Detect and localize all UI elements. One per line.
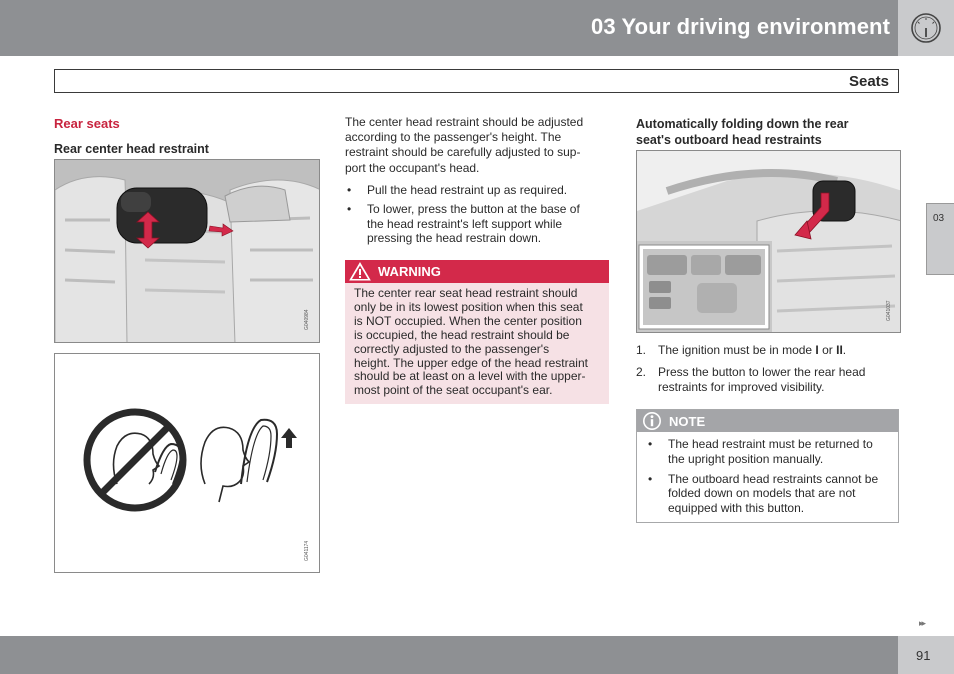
- warning-header: [345, 260, 609, 283]
- intro-line: according to the passenger's height. The: [345, 130, 562, 145]
- chapter-side-tab-label: 03: [933, 213, 945, 224]
- folding-head-restraint-illustration: [637, 151, 901, 333]
- warning-text: The center rear seat head restraint should only be in its lowest position when this seat is NOT occupied. When the center position is occupied, the head restraint should be correctly adjusted to the passenger's height. The upper edge of the head restraint should be at least on a level with the upper- most point of the seat occupant's ear.: [354, 286, 588, 398]
- list-item: • The outboard head restraints cannot be folded down on models that are not equipped with this button.: [646, 472, 896, 516]
- note-header: [637, 410, 898, 432]
- head-restraint-diagram: [54, 353, 320, 573]
- correct-vs-incorrect-position-diagram: [55, 354, 320, 573]
- double-chevron-right-icon: ▸▸: [919, 618, 925, 628]
- auto-fold-steps: [636, 343, 898, 402]
- list-item: • Pull the head restraint up as required.: [345, 183, 607, 198]
- note-bullets: [646, 437, 896, 520]
- auto-fold-heading: Automatically folding down the rear seat's outboard head restraints: [636, 117, 849, 147]
- list-item: • The head restraint must be returned to the upright position manually.: [646, 437, 896, 467]
- page-number: 91: [916, 648, 931, 663]
- head-restraint-photo: [54, 159, 320, 343]
- list-item: 1. The ignition must be in mode I or II.: [636, 343, 847, 357]
- section-bar: [54, 69, 899, 93]
- step-number: 2.: [636, 365, 647, 379]
- chapter-header: [0, 0, 898, 56]
- list-item: 2. Press the button to lower the rear head restraints for improved visibility.: [636, 365, 866, 394]
- note-box: [636, 409, 899, 523]
- page-footer: [0, 636, 898, 674]
- intro-line: The center head restraint should be adjusted: [345, 115, 584, 129]
- chapter-side-tab[interactable]: [926, 203, 954, 275]
- auto-fold-photo: [636, 150, 901, 333]
- figure-code: G041037: [886, 300, 892, 321]
- intro-line: port the occupant's head.: [345, 160, 480, 175]
- page-number-box: [898, 636, 954, 674]
- chapter-icon-box: [898, 0, 954, 56]
- section-title: Seats: [848, 73, 889, 90]
- step-number: 1.: [636, 343, 647, 357]
- adjustment-bullets: [345, 183, 607, 250]
- figure-code: G041174: [304, 540, 310, 561]
- rear-seat-illustration: [55, 160, 320, 343]
- note-label: NOTE: [669, 414, 706, 429]
- warning-box: [345, 260, 609, 404]
- rear-center-head-restraint-subheading: Rear center head restraint: [54, 142, 209, 156]
- intro-line: restraint should be carefully adjusted to sup-: [345, 145, 581, 160]
- center-restraint-intro: [345, 115, 603, 176]
- rear-seats-heading: Rear seats: [54, 116, 120, 131]
- chapter-title: 03 Your driving environment: [591, 14, 890, 39]
- gauge-icon: [910, 12, 942, 44]
- warning-label: WARNING: [378, 264, 441, 279]
- figure-code: G040984: [304, 309, 310, 330]
- info-icon: [642, 411, 662, 431]
- warning-triangle-icon: [349, 262, 371, 281]
- list-item: • To lower, press the button at the base of the head restraint's left support while pressing the head restrain down.: [345, 202, 607, 246]
